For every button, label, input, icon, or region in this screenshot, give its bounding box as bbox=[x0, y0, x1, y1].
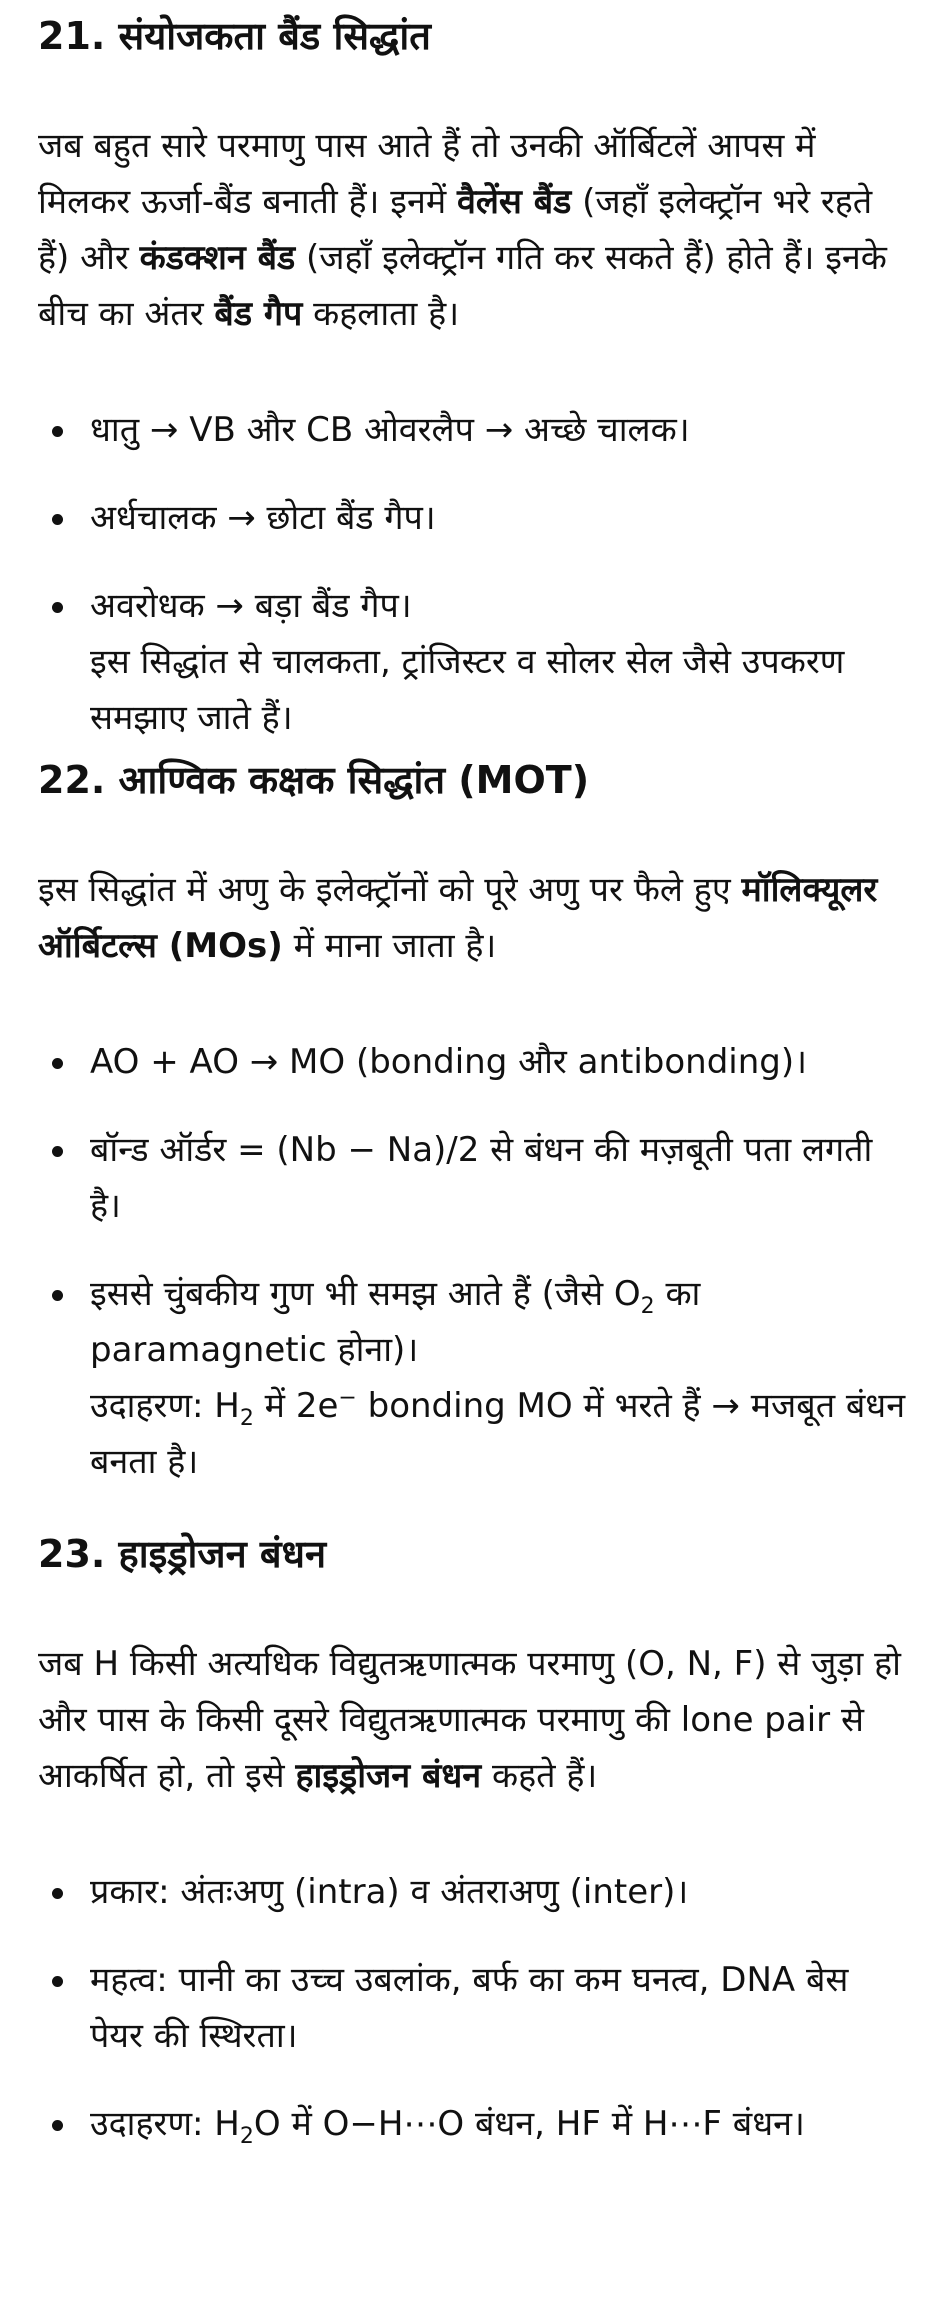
list-item-text: अर्धचालक → छोटा बैंड गैप। bbox=[90, 498, 436, 538]
list-item bbox=[38, 1122, 910, 1234]
list-item bbox=[38, 578, 910, 746]
list-item-text: अवरोधक → बड़ा बैंड गैप। bbox=[90, 586, 412, 626]
list-item-text: इससे चुंबकीय गुण भी समझ आते हैं (जैसे $O_2$ का paramagnetic होना)। bbox=[90, 1274, 701, 1370]
paragraph-text: इस सिद्धांत में अणु के इलेक्ट्रॉनों को पूरे अणु पर फैले हुए bbox=[38, 870, 742, 910]
paragraph-text: जब H किसी अत्यधिक विद्युतऋणात्मक परमाणु (O, N, F) से जुड़ा हो और पास के किसी दूसरे विद्युतऋणात्मक परमाणु की lone pair से आकर्षित हो, तो इसे bbox=[38, 1644, 901, 1796]
bold-term: मॉलिक्यूलर ऑर्बिटल्स (MOs) bbox=[38, 870, 878, 966]
section-title: 23. हाइड्रोजन बंधन bbox=[38, 1532, 327, 1576]
section-title: 22. आण्विक कक्षक सिद्धांत (MOT) bbox=[38, 758, 590, 802]
bullet-dot-icon bbox=[52, 426, 63, 437]
bullet-dot-icon bbox=[52, 1146, 63, 1157]
bullet-dot-icon bbox=[52, 1290, 63, 1301]
section-paragraph bbox=[38, 118, 910, 342]
section-title: 21. संयोजकता बैंड सिद्धांत bbox=[38, 14, 431, 58]
bullet-dot-icon bbox=[52, 1888, 63, 1899]
bullet-list bbox=[38, 1864, 910, 2152]
bullet-dot-icon bbox=[52, 2120, 63, 2131]
paragraph-text: (जहाँ इलेक्ट्रॉन गति कर सकते हैं) होते हैं। इनके बीच का अंतर bbox=[38, 238, 887, 334]
paragraph-text: (जहाँ इलेक्ट्रॉन भरे रहते हैं) और bbox=[38, 182, 873, 278]
list-item bbox=[38, 1952, 910, 2064]
paragraph-text: में माना जाता है। bbox=[282, 926, 497, 966]
bullet-list bbox=[38, 1034, 910, 1490]
section-22 bbox=[38, 752, 910, 1490]
list-item bbox=[38, 402, 910, 458]
list-item bbox=[38, 490, 910, 546]
bullet-dot-icon bbox=[52, 1058, 63, 1069]
paragraph-text: कहते हैं। bbox=[481, 1756, 598, 1796]
list-item-note: इस सिद्धांत से चालकता, ट्रांजिस्टर व सोलर सेल जैसे उपकरण समझाए जाते हैं। bbox=[90, 642, 845, 738]
section-paragraph bbox=[38, 1636, 910, 1804]
paragraph-text: जब बहुत सारे परमाणु पास आते हैं तो उनकी ऑर्बिटलें आपस में मिलकर ऊर्जा-बैंड बनाती हैं। इनमें bbox=[38, 126, 816, 222]
bold-term: वैलेंस बैंड bbox=[456, 182, 572, 222]
bold-term: कंडक्शन बैंड bbox=[139, 238, 296, 278]
bullet-list bbox=[38, 402, 910, 746]
list-item-text: उदाहरण: $H_2O$ में O−H⋯O बंधन, HF में H⋯F बंधन। bbox=[90, 2104, 805, 2149]
section-paragraph bbox=[38, 862, 910, 974]
list-item-text: बॉन्ड ऑर्डर = (Nb − Na)/2 से बंधन की मज़बूती पता लगती है। bbox=[90, 1130, 873, 1226]
list-item-text: महत्व: पानी का उच्च उबलांक, बर्फ का कम घनत्व, DNA बेस पेयर की स्थिरता। bbox=[90, 1960, 849, 2056]
bullet-dot-icon bbox=[52, 1976, 63, 1987]
paragraph-text: कहलाता है। bbox=[302, 294, 460, 334]
section-21 bbox=[38, 8, 910, 746]
list-item-text: AO + AO → MO (bonding और antibonding)। bbox=[90, 1042, 808, 1082]
list-item bbox=[38, 2096, 910, 2152]
bold-term: हाइड्रोजन बंधन bbox=[295, 1756, 482, 1796]
list-item-text: धातु → VB और CB ओवरलैप → अच्छे चालक। bbox=[90, 410, 690, 450]
list-item bbox=[38, 1266, 910, 1490]
list-item bbox=[38, 1864, 910, 1920]
list-item-note: उदाहरण: $H_2$ में 2e− bonding MO में भरते हैं → मजबूत बंधन बनता है। bbox=[90, 1385, 906, 1482]
bullet-dot-icon bbox=[52, 602, 63, 613]
list-item-text: प्रकार: अंतःअणु (intra) व अंतराअणु (inter)। bbox=[90, 1872, 689, 1912]
section-23 bbox=[38, 1526, 910, 2152]
bold-term: बैंड गैप bbox=[214, 294, 303, 334]
bullet-dot-icon bbox=[52, 514, 63, 525]
list-item bbox=[38, 1034, 910, 1090]
